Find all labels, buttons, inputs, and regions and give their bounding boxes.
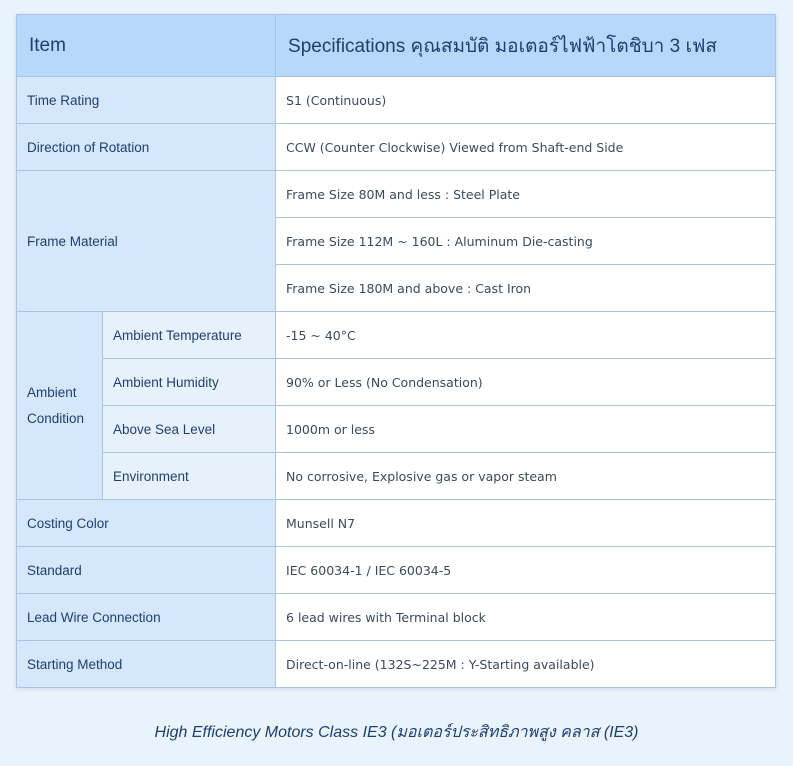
table-row-ambient-temperature <box>17 312 776 359</box>
table-row-lead-wire <box>17 594 776 641</box>
table-row-starting-method <box>17 641 776 688</box>
row-sublabel-sea-level: Above Sea Level <box>103 406 276 453</box>
row-label-ambient-condition: Ambient Condition <box>17 312 103 500</box>
row-sublabel-ambient-humidity: Ambient Humidity <box>103 359 276 406</box>
row-value-frame-3: Frame Size 180M and above : Cast Iron <box>276 265 776 312</box>
table-row-rotation <box>17 124 776 171</box>
row-label-standard: Standard <box>17 547 276 594</box>
row-value-costing-color: Munsell N7 <box>276 500 776 547</box>
row-value-ambient-temperature: -15 ~ 40°C <box>276 312 776 359</box>
row-label-starting-method: Starting Method <box>17 641 276 688</box>
row-value-standard: IEC 60034-1 / IEC 60034-5 <box>276 547 776 594</box>
row-label-lead-wire: Lead Wire Connection <box>17 594 276 641</box>
specifications-table <box>16 14 776 688</box>
header-item: Item <box>17 15 276 77</box>
table-row-costing-color <box>17 500 776 547</box>
table-row-frame-1 <box>17 171 776 218</box>
table-caption: High Efficiency Motors Class IE3 (มอเตอร์ประสิทธิภาพสูง คลาส (IE3) <box>154 724 639 741</box>
table-row-environment <box>17 453 776 500</box>
row-label-costing-color: Costing Color <box>17 500 276 547</box>
row-value-starting-method: Direct-on-line (132S~225M : Y-Starting available) <box>276 641 776 688</box>
row-value-environment: No corrosive, Explosive gas or vapor steam <box>276 453 776 500</box>
header-specifications: Specifications คุณสมบัติ มอเตอร์ไฟฟ้าโตชิบา 3 เฟส <box>276 15 776 77</box>
row-value-rotation: CCW (Counter Clockwise) Viewed from Shaft-end Side <box>276 124 776 171</box>
row-value-frame-1: Frame Size 80M and less : Steel Plate <box>276 171 776 218</box>
table-row-sea-level <box>17 406 776 453</box>
row-value-lead-wire: 6 lead wires with Terminal block <box>276 594 776 641</box>
row-label-frame-material: Frame Material <box>17 171 276 312</box>
row-label-rotation: Direction of Rotation <box>17 124 276 171</box>
row-value-frame-2: Frame Size 112M ~ 160L : Aluminum Die-casting <box>276 218 776 265</box>
row-label-time-rating: Time Rating <box>17 77 276 124</box>
row-sublabel-ambient-temperature: Ambient Temperature <box>103 312 276 359</box>
table-header-row <box>17 15 776 77</box>
table-row-ambient-humidity <box>17 359 776 406</box>
row-value-sea-level: 1000m or less <box>276 406 776 453</box>
row-value-ambient-humidity: 90% or Less (No Condensation) <box>276 359 776 406</box>
table-row-time-rating <box>17 77 776 124</box>
row-sublabel-environment: Environment <box>103 453 276 500</box>
row-value-time-rating: S1 (Continuous) <box>276 77 776 124</box>
spec-table-container <box>16 14 775 688</box>
table-row-standard <box>17 547 776 594</box>
